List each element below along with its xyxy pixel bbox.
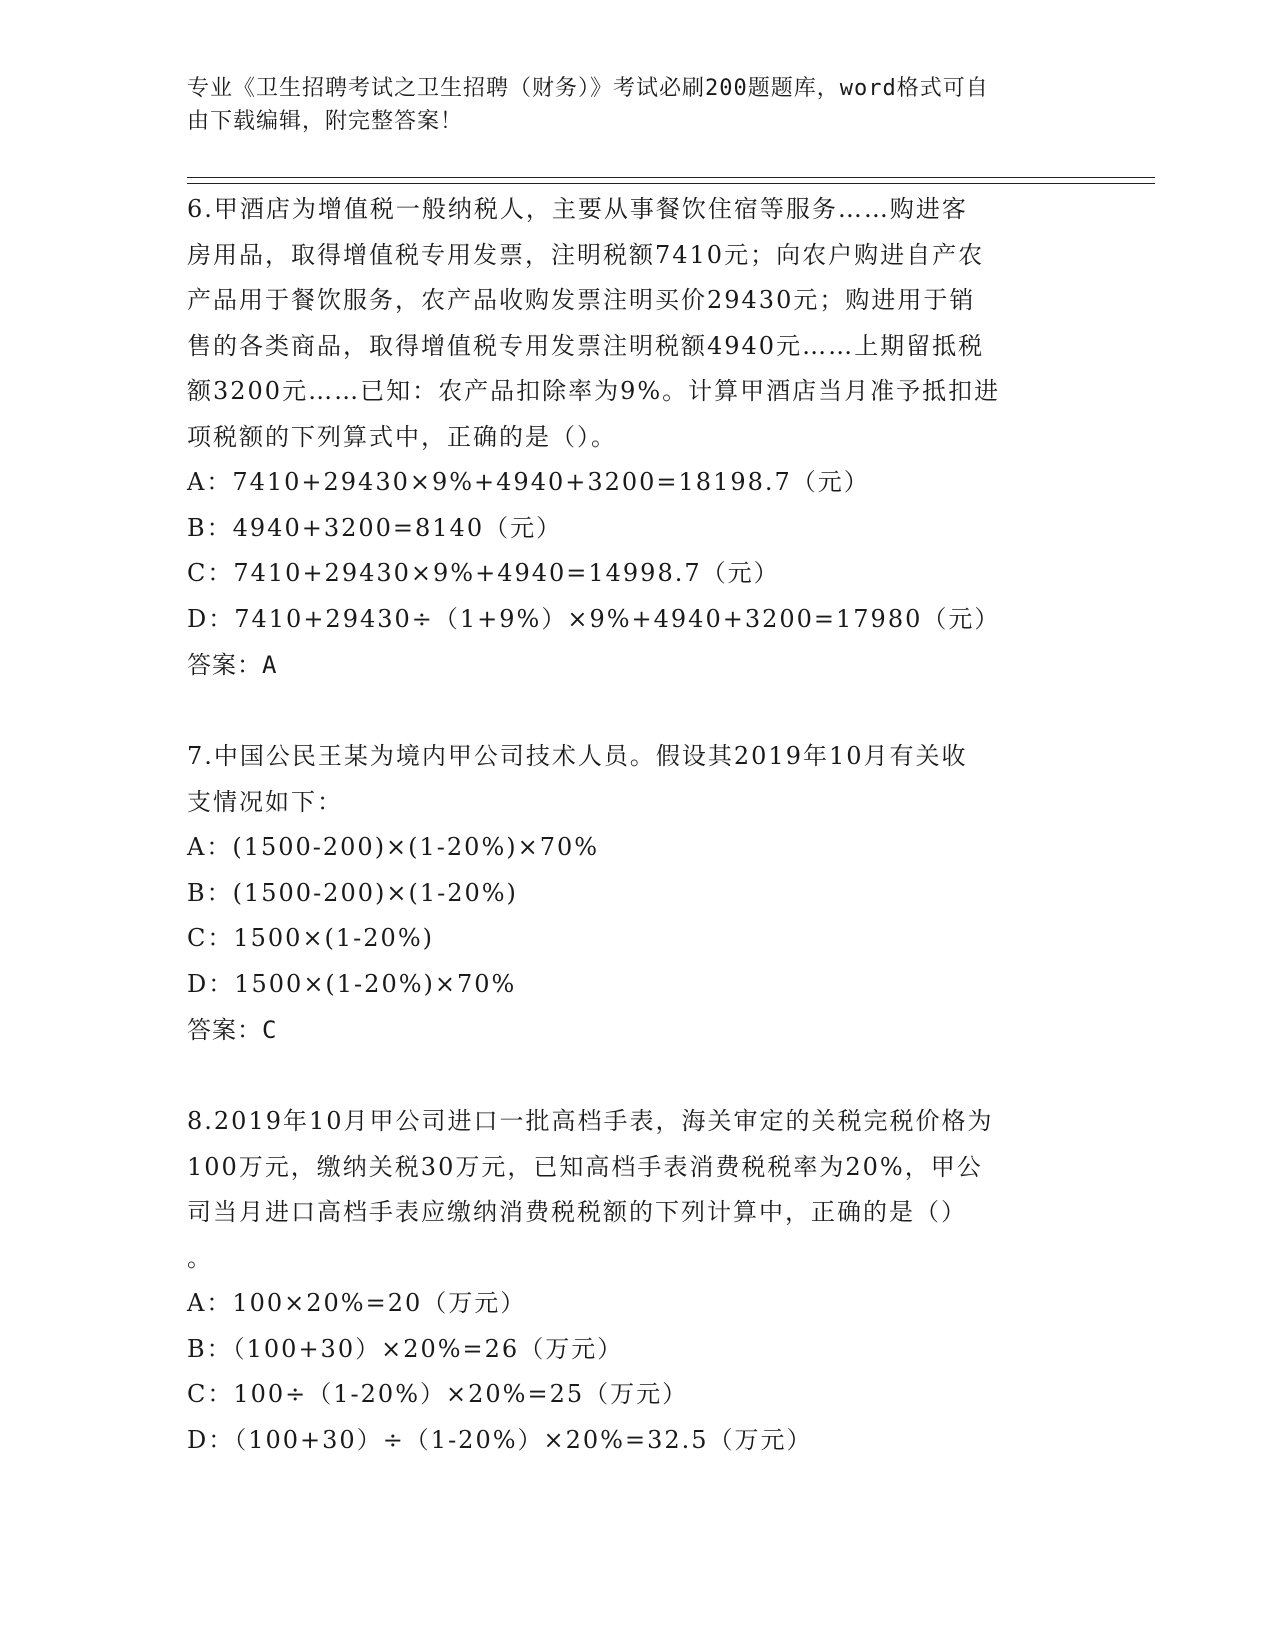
stem-line: 司当月进口高档手表应缴纳消费税税额的下列计算中，正确的是（） <box>187 1198 967 1226</box>
option-c: C：1500×(1-20%) <box>187 924 434 952</box>
document-header <box>187 72 1067 138</box>
question-stem <box>187 734 1087 825</box>
option-b: B：(1500-200)×(1-20%) <box>187 878 518 907</box>
stem-line: 支情况如下： <box>187 787 343 816</box>
question-stem <box>187 1099 1087 1281</box>
header-line-1: 专业《卫生招聘考试之卫生招聘（财务）》考试必刷200题题库，word格式可自 <box>187 76 989 101</box>
header-divider-top <box>187 177 1155 178</box>
answer-text: 答案：A <box>187 651 278 679</box>
question-6 <box>187 187 1087 688</box>
option-a: A：100×20%=20（万元） <box>187 1289 527 1317</box>
stem-line: 产品用于餐饮服务，农产品收购发票注明买价29430元；购进用于销 <box>187 286 976 314</box>
option-d: D：（100+30）÷（1-20%）×20%=32.5（万元） <box>187 1425 813 1454</box>
stem-line: 房用品，取得增值税专用发票，注明税额7410元；向农户购进自产农 <box>187 240 985 269</box>
stem-line: 8.2019年10月甲公司进口一批高档手表，海关审定的关税完税价格为 <box>187 1107 994 1135</box>
header-divider-bottom <box>187 183 1155 184</box>
stem-line: 6.甲酒店为增值税一般纳税人，主要从事餐饮住宿等服务……购进客 <box>187 195 968 223</box>
header-line-2: 由下载编辑，附完整答案！ <box>187 109 464 134</box>
stem-line: 售的各类商品，取得增值税专用发票注明税额4940元……上期留抵税 <box>187 331 985 360</box>
option-d: D：7410+29430÷（1+9%）×9%+4940+3200=17980（元） <box>187 604 1001 633</box>
stem-line: 。 <box>187 1243 213 1272</box>
stem-line: 7.中国公民王某为境内甲公司技术人员。假设其2019年10月有关收 <box>187 742 968 770</box>
question-8 <box>187 1099 1087 1463</box>
question-7 <box>187 734 1087 1053</box>
stem-line: 项税额的下列算式中，正确的是（）。 <box>187 422 617 451</box>
option-c: C：7410+29430×9%+4940=14998.7（元） <box>187 559 780 587</box>
question-stem <box>187 187 1087 460</box>
option-a: A：(1500-200)×(1-20%)×70% <box>187 833 600 861</box>
option-b: B：（100+30）×20%=26（万元） <box>187 1334 624 1363</box>
answer-text: 答案：C <box>187 1016 278 1044</box>
option-b: B：4940+3200=8140（元） <box>187 513 563 542</box>
option-c: C：100÷（1-20%）×20%=25（万元） <box>187 1380 689 1408</box>
option-a: A：7410+29430×9%+4940+3200=18198.7（元） <box>187 468 870 496</box>
stem-line: 额3200元……已知：农产品扣除率为9%。计算甲酒店当月准予抵扣进 <box>187 377 1001 405</box>
stem-line: 100万元，缴纳关税30万元，已知高档手表消费税税率为20%，甲公 <box>187 1152 983 1181</box>
option-d: D：1500×(1-20%)×70% <box>187 969 517 998</box>
